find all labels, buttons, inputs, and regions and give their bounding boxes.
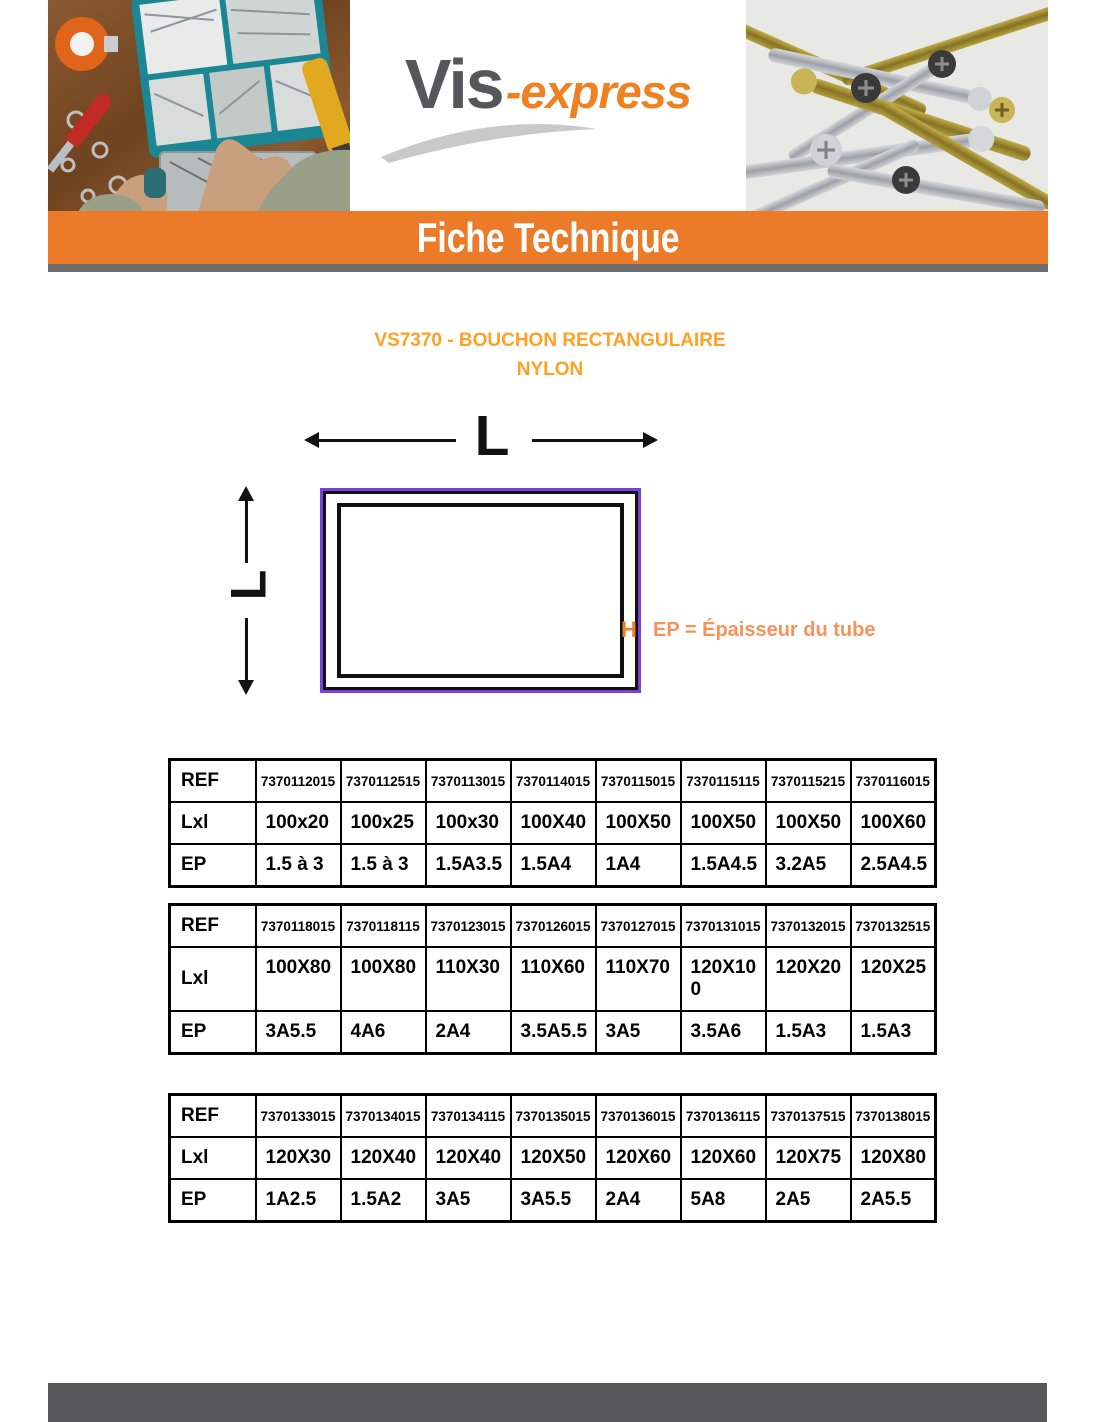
height-dimension-label-wrap: [210, 556, 286, 614]
ep-cell: 1.5A4.5: [681, 844, 766, 887]
tube-section-mid-frame: [323, 491, 638, 690]
dimension-cell: 100x25: [341, 802, 426, 844]
ref-cell: 7370127015: [596, 905, 681, 948]
ref-cell: 7370137515: [766, 1095, 851, 1138]
ref-cell: 7370135015: [511, 1095, 596, 1138]
table-row: [170, 1137, 936, 1179]
dimension-cell: 120X60: [596, 1137, 681, 1179]
width-arrow-left-line: [318, 439, 456, 442]
ref-cell: 7370132015: [766, 905, 851, 948]
ep-cell: 2A4: [426, 1011, 511, 1054]
ep-cell: 1.5 à 3: [341, 844, 426, 887]
ref-cell: 7370123015: [426, 905, 511, 948]
logo-text: [404, 45, 692, 123]
dimension-cell: 120X80: [851, 1137, 936, 1179]
ref-cell: 7370115015: [596, 760, 681, 803]
dimension-cell: 100X50: [596, 802, 681, 844]
product-title: [0, 326, 1100, 384]
table-row: [170, 1011, 936, 1054]
row-label-ref: REF: [170, 1095, 256, 1138]
height-dimension-label: L: [219, 569, 276, 601]
dimension-cell: 100X80: [341, 947, 426, 1011]
swoosh-icon: [373, 121, 603, 163]
dimension-cell: 120X25: [851, 947, 936, 1011]
height-arrow-down-line: [245, 618, 248, 682]
dimension-cell: 100X40: [511, 802, 596, 844]
header: [48, 0, 1048, 212]
dimension-cell: 120X100: [681, 947, 766, 1011]
ep-cell: 1.5A3: [851, 1011, 936, 1054]
table-row: [170, 1179, 936, 1222]
ref-cell: 7370126015: [511, 905, 596, 948]
width-arrow-right-line: [532, 439, 645, 442]
ep-cell: 2.5A4.5: [851, 844, 936, 887]
ep-cell: 3.5A6: [681, 1011, 766, 1054]
table-row: [170, 802, 936, 844]
tube-section-outer-frame: [320, 488, 641, 693]
width-arrow-left-head-icon: [304, 432, 319, 448]
row-label-lxl: Lxl: [170, 947, 256, 1011]
dimension-cell: 100X50: [681, 802, 766, 844]
fiche-technique-banner: [48, 211, 1048, 264]
dimension-cell: 110X30: [426, 947, 511, 1011]
banner-title: Fiche Technique: [416, 213, 680, 261]
width-arrow-right-head-icon: [643, 432, 658, 448]
screws-photo-illustration: [746, 0, 1048, 212]
ep-cell: 4A6: [341, 1011, 426, 1054]
ref-cell: 7370116015: [851, 760, 936, 803]
ref-cell: 7370131015: [681, 905, 766, 948]
ep-cell: 1.5A3: [766, 1011, 851, 1054]
ep-cell: 1.5A2: [341, 1179, 426, 1222]
ref-cell: 7370118115: [341, 905, 426, 948]
dimension-cell: 110X60: [511, 947, 596, 1011]
dimension-cell: 120X30: [256, 1137, 341, 1179]
banner-underline-strip: [48, 264, 1048, 272]
workbench-photo: [48, 0, 350, 212]
ep-cell: 3A5: [596, 1011, 681, 1054]
workbench-photo-illustration: [48, 0, 350, 212]
screws-photo: [746, 0, 1048, 212]
ref-cell: 7370115215: [766, 760, 851, 803]
ep-cell: 1.5A4: [511, 844, 596, 887]
ep-cell: 1.5A3.5: [426, 844, 511, 887]
ep-cell: 1A2.5: [256, 1179, 341, 1222]
ref-cell: 7370114015: [511, 760, 596, 803]
ref-cell: 7370112015: [256, 760, 341, 803]
ep-cell: 3A5.5: [511, 1179, 596, 1222]
width-dimension-label: L: [474, 404, 510, 468]
logo-swoosh: [373, 121, 603, 163]
dimension-cell: 100x20: [256, 802, 341, 844]
dimension-cell: 100x30: [426, 802, 511, 844]
ep-cell: 3.5A5.5: [511, 1011, 596, 1054]
table-row: [170, 947, 936, 1011]
dimension-cell: 120X20: [766, 947, 851, 1011]
table-row: [170, 905, 936, 948]
ep-cell: 3A5.5: [256, 1011, 341, 1054]
product-title-line1: VS7370 - BOUCHON RECTANGULAIRE: [374, 330, 726, 351]
dimension-cell: 100X80: [256, 947, 341, 1011]
dimension-cell: 120X75: [766, 1137, 851, 1179]
logo-vis-text: Vis: [404, 45, 503, 123]
row-label-ep: EP: [170, 1179, 256, 1222]
ref-cell: 7370134015: [341, 1095, 426, 1138]
dimension-cell: 120X40: [341, 1137, 426, 1179]
ref-cell: 7370115115: [681, 760, 766, 803]
spec-table-3: [168, 1093, 937, 1223]
footer-bar: [48, 1383, 1047, 1422]
ep-cell: 2A4: [596, 1179, 681, 1222]
ref-cell: 7370132515: [851, 905, 936, 948]
ref-cell: 7370133015: [256, 1095, 341, 1138]
product-title-line2: NYLON: [516, 359, 584, 380]
ref-cell: 7370134115: [426, 1095, 511, 1138]
ep-cell: 1.5 à 3: [256, 844, 341, 887]
ep-cell: 3A5: [426, 1179, 511, 1222]
table-row: [170, 1095, 936, 1138]
spec-table-2: [168, 903, 937, 1055]
ref-cell: 7370113015: [426, 760, 511, 803]
dimension-cell: 110X70: [596, 947, 681, 1011]
row-label-ep: EP: [170, 844, 256, 887]
dimension-cell: 120X50: [511, 1137, 596, 1179]
ref-cell: 7370136115: [681, 1095, 766, 1138]
dimension-cell: 120X60: [681, 1137, 766, 1179]
table-row: [170, 760, 936, 803]
ep-cell: 2A5: [766, 1179, 851, 1222]
ep-cell: 2A5.5: [851, 1179, 936, 1222]
row-label-ref: REF: [170, 905, 256, 948]
dimension-cell: 100X60: [851, 802, 936, 844]
dimension-cell: 120X40: [426, 1137, 511, 1179]
row-label-lxl: Lxl: [170, 1137, 256, 1179]
row-label-ref: REF: [170, 760, 256, 803]
row-label-ep: EP: [170, 1011, 256, 1054]
ep-definition-note: EP = Épaisseur du tube: [653, 619, 876, 641]
table-row: [170, 844, 936, 887]
ep-cell: 5A8: [681, 1179, 766, 1222]
ref-cell: 7370138015: [851, 1095, 936, 1138]
ep-cell: 3.2A5: [766, 844, 851, 887]
tube-section-inner-frame: [337, 503, 624, 678]
dimension-cell: 100X50: [766, 802, 851, 844]
ref-cell: 7370136015: [596, 1095, 681, 1138]
height-arrow-down-head-icon: [238, 680, 254, 695]
spec-table-1: [168, 758, 937, 888]
ep-cell: 1A4: [596, 844, 681, 887]
row-label-lxl: Lxl: [170, 802, 256, 844]
logo-express-text: -express: [505, 65, 692, 118]
ref-cell: 7370118015: [256, 905, 341, 948]
h-annotation: H: [621, 617, 637, 642]
height-arrow-up-line: [245, 499, 248, 563]
logo: [350, 0, 746, 212]
ref-cell: 7370112515: [341, 760, 426, 803]
